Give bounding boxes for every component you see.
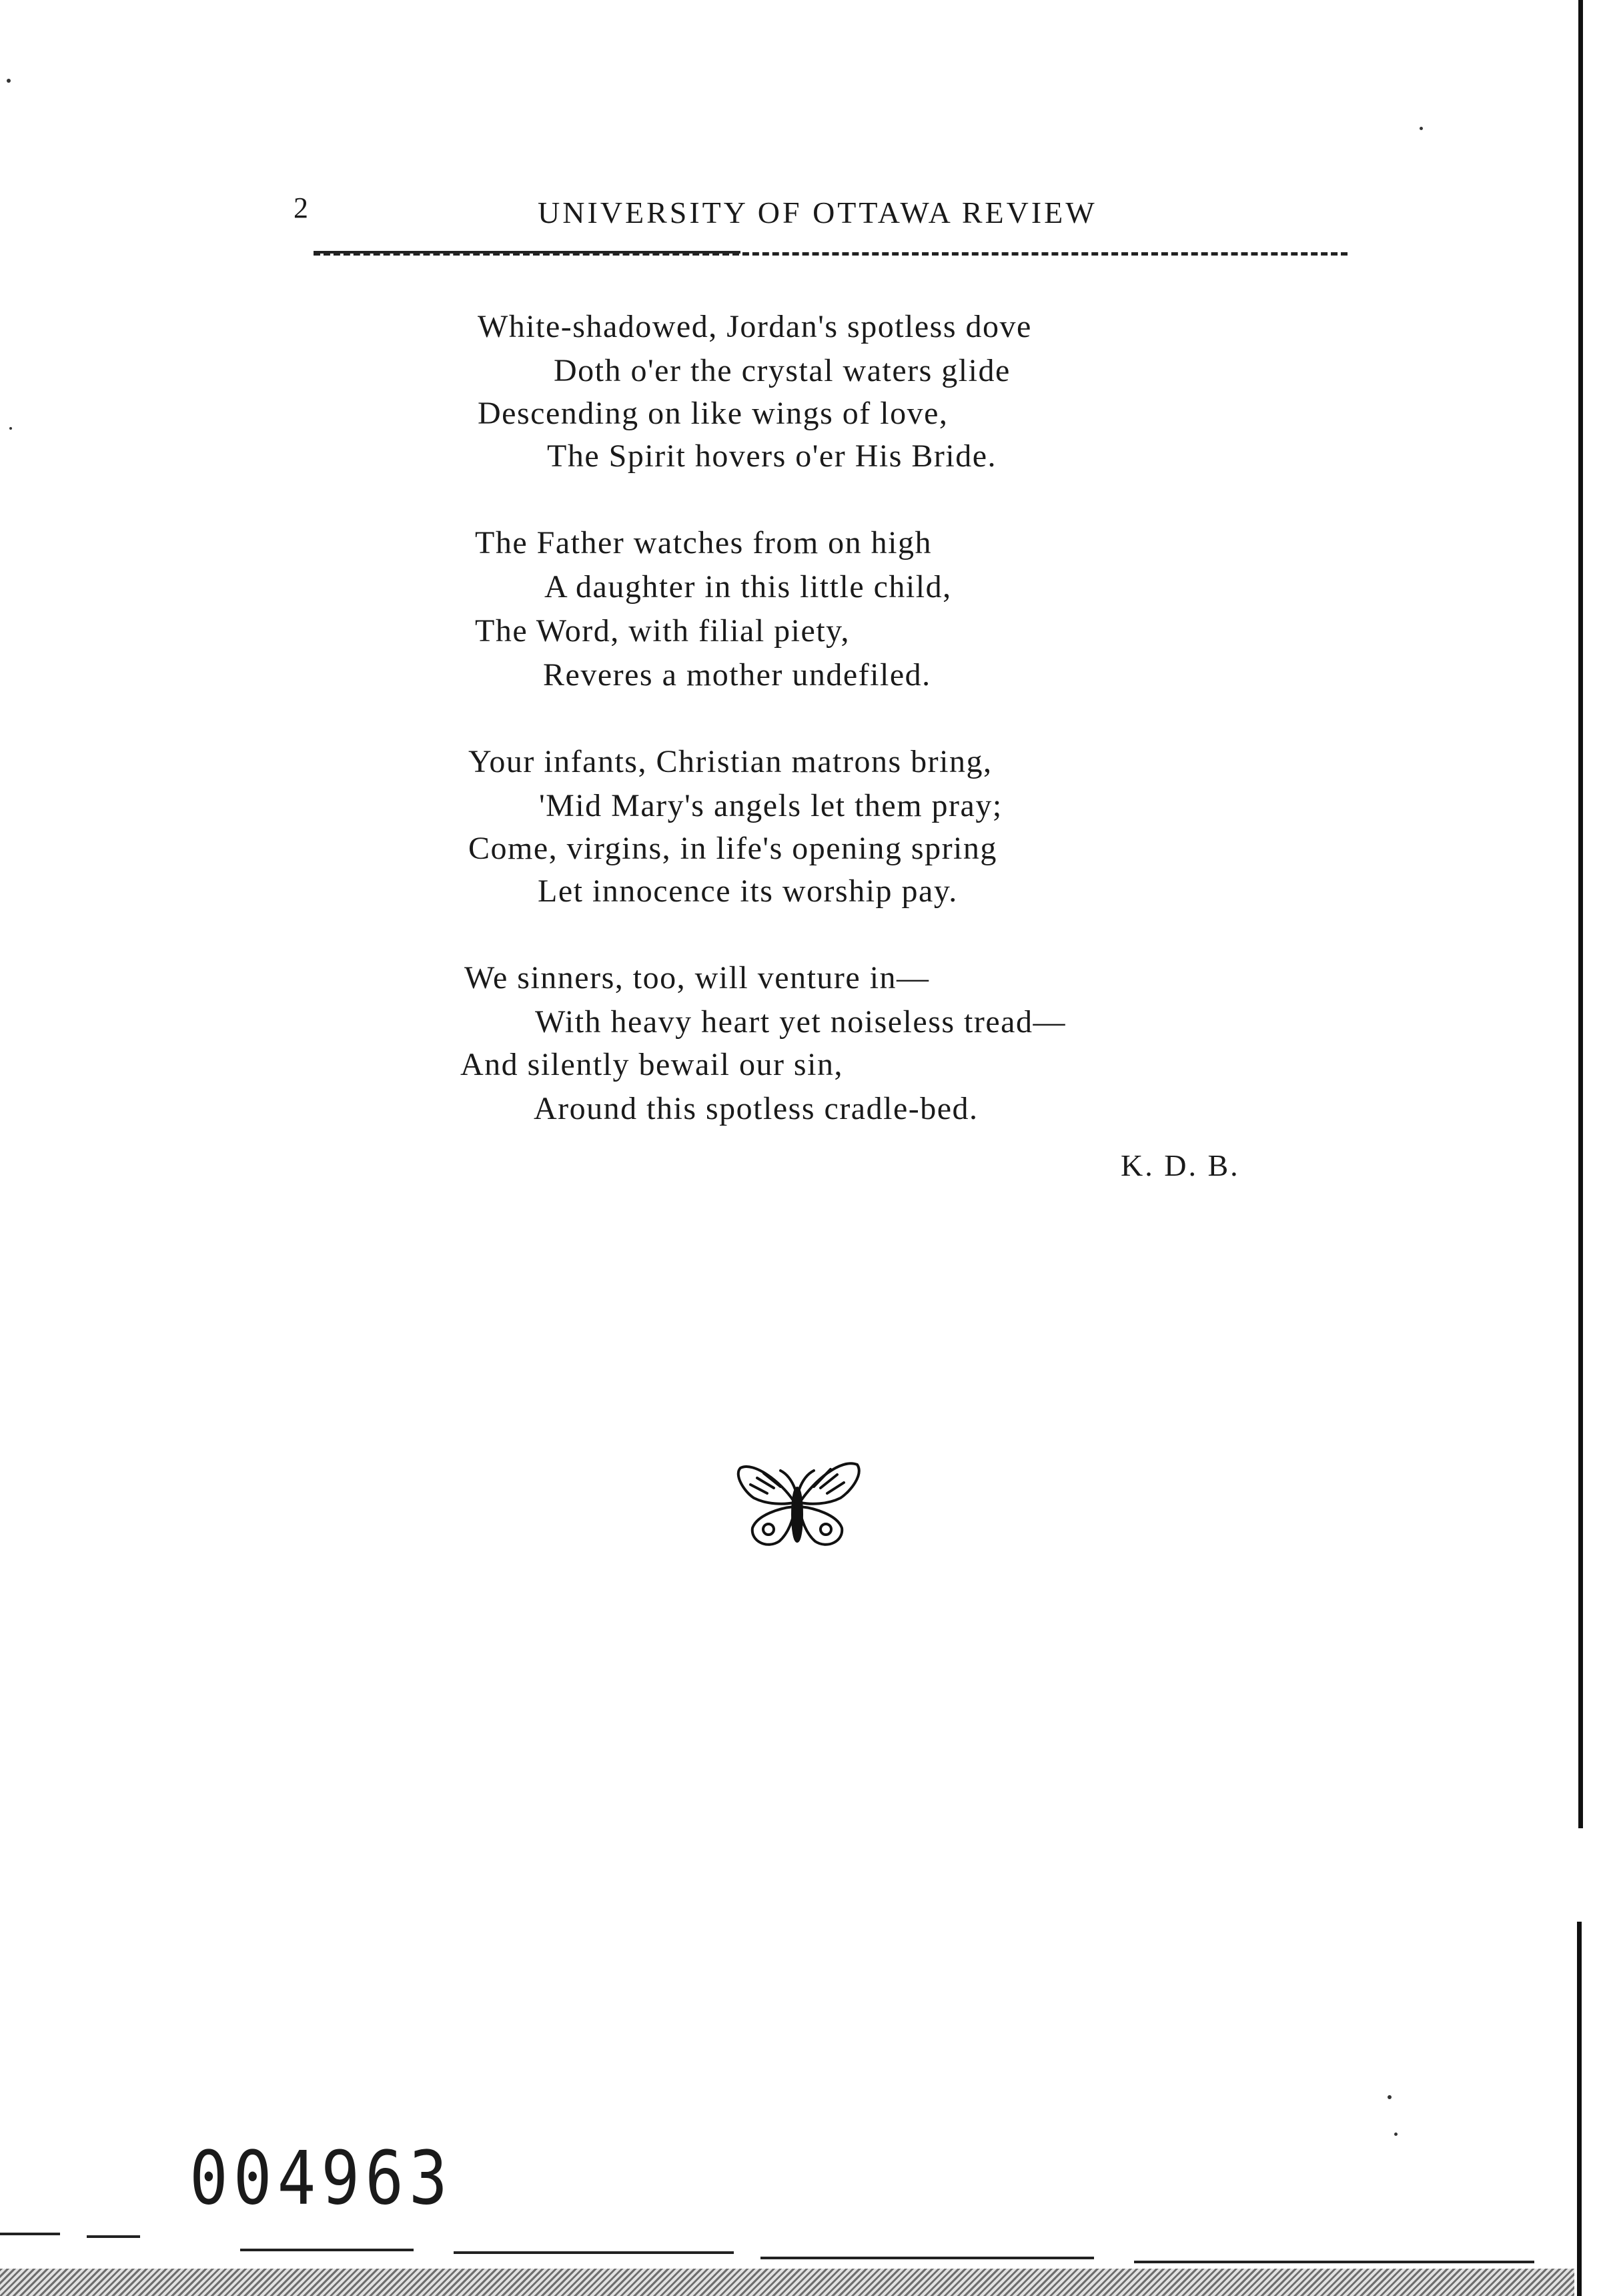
- poem-line: Come, virgins, in life's opening spring: [468, 831, 997, 866]
- accession-number: 004963: [189, 2135, 453, 2221]
- scan-artifact: [87, 2235, 140, 2238]
- scan-artifact: [1134, 2261, 1534, 2263]
- scan-edge-line: [1577, 1922, 1582, 2296]
- poem-line: A daughter in this little child,: [544, 569, 952, 605]
- scan-artifact: [0, 2233, 60, 2235]
- scan-artifact: [760, 2257, 1094, 2259]
- running-head: UNIVERSITY OF OTTAWA REVIEW: [538, 196, 1097, 230]
- poem-line: White-shadowed, Jordan's spotless dove: [478, 309, 1032, 344]
- scan-speck: [9, 427, 12, 430]
- scan-artifact: [454, 2251, 734, 2254]
- poem-line: The Spirit hovers o'er His Bride.: [547, 438, 997, 474]
- scan-edge-line: [1578, 0, 1583, 1828]
- poem-line: Your infants, Christian matrons bring,: [468, 744, 993, 779]
- author-signature: K. D. B.: [1121, 1148, 1240, 1182]
- poem-line: Around this spotless cradle-bed.: [534, 1091, 979, 1126]
- poem-line: The Word, with filial piety,: [475, 613, 851, 649]
- scan-artifact: [0, 2269, 1574, 2296]
- scan-speck: [1388, 2095, 1392, 2099]
- poem-line: And silently bewail our sin,: [460, 1047, 843, 1082]
- poem-line: Descending on like wings of love,: [478, 396, 949, 431]
- poem-line: 'Mid Mary's angels let them pray;: [539, 788, 1003, 823]
- scan-artifact: [240, 2249, 414, 2251]
- poem-line: Let innocence its worship pay.: [538, 873, 958, 909]
- scan-speck: [7, 79, 11, 83]
- poem-line: The Father watches from on high: [475, 525, 932, 560]
- poem-line: With heavy heart yet noiseless tread—: [535, 1004, 1066, 1040]
- page-number: 2: [294, 192, 309, 224]
- scan-speck: [1420, 127, 1423, 130]
- poem-line: Doth o'er the crystal waters glide: [554, 353, 1011, 388]
- poem-line: Reveres a mother undefiled.: [543, 657, 931, 693]
- poem-line: We sinners, too, will venture in—: [464, 960, 930, 996]
- butterfly-icon: [727, 1455, 867, 1555]
- scan-speck: [1394, 2133, 1398, 2136]
- header-rule: [314, 251, 740, 254]
